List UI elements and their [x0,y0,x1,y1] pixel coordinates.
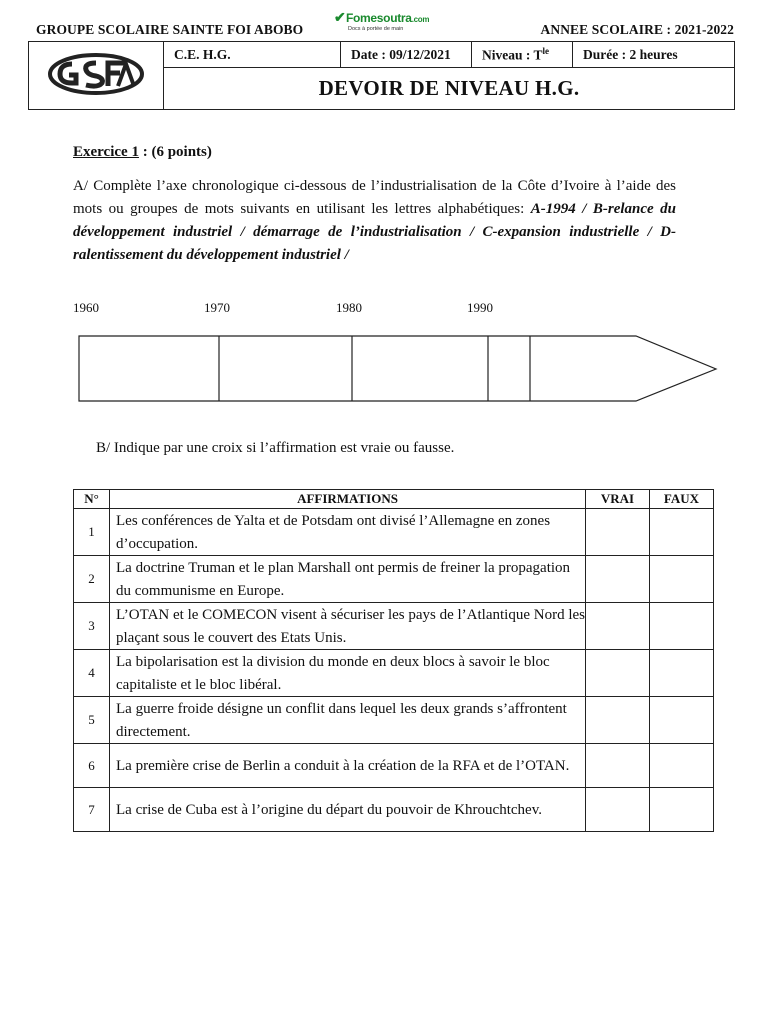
page-title: DEVOIR DE NIVEAU H.G. [164,68,735,110]
table-row [74,556,714,603]
true-checkbox-cell[interactable] [586,509,650,556]
row-number: 3 [74,603,110,650]
table-row [74,509,714,556]
true-checkbox-cell[interactable] [586,650,650,697]
logo-cell [29,42,164,110]
part-a-text: A/ Complète l’axe chronologique ci-dessous de l’industrialisation de la Côte d’Ivoire à l’aide des mots ou groupes de mots suivants en utilisant les lettres alphabétiques: [73,178,676,217]
table-row [74,788,714,832]
timeline-year-1980: 1980 [336,300,362,315]
row-statement: Les conférences de Yalta et de Potsdam ont divisé l’Allemagne en zones d’occupation. [110,509,586,556]
row-number: 1 [74,509,110,556]
watermark-tagline: Docs à portée de main [348,26,404,32]
row-statement: La crise de Cuba est à l’origine du départ du pouvoir de Khrouchtchev. [110,788,586,832]
row-statement: La première crise de Berlin a conduit à la création de la RFA et de l’OTAN. [110,744,586,788]
false-checkbox-cell[interactable] [650,744,714,788]
fomesoutra-watermark[interactable] [332,11,444,37]
false-checkbox-cell[interactable] [650,650,714,697]
header-table [28,41,735,110]
false-checkbox-cell[interactable] [650,697,714,744]
header-num: N° [74,490,110,509]
exercise-title-points: : (6 points) [142,144,212,160]
school-logo [46,50,146,98]
true-checkbox-cell[interactable] [586,744,650,788]
timeline-year-1960: 1960 [73,300,99,315]
row-number: 2 [74,556,110,603]
exercise-title [73,144,212,161]
false-checkbox-cell[interactable] [650,509,714,556]
duration-cell: Durée : 2 heures [573,42,735,68]
table-row [74,603,714,650]
row-statement: La guerre froide désigne un conflit dans lequel les deux grands s’affrontent directement. [110,697,586,744]
table-header-row [74,490,714,509]
row-number: 7 [74,788,110,832]
true-checkbox-cell[interactable] [586,603,650,650]
row-statement: La doctrine Truman et le plan Marshall ont permis de freiner la propagation du communisme en Europe. [110,556,586,603]
table-row [74,744,714,788]
part-a-word-list: A-1994 / B-relance du développement industriel / démarrage de l’industrialisation / C-expansion industrielle / D-ralentissement du développement industriel / [73,201,676,263]
part-a-instructions [73,175,676,267]
school-year: ANNEE SCOLAIRE : 2021-2022 [540,22,734,37]
header-true: VRAI [586,490,650,509]
row-statement: La bipolarisation est la division du monde en deux blocs à savoir le bloc capitaliste et le bloc libéral. [110,650,586,697]
row-number: 4 [74,650,110,697]
timeline-arrow-outline [79,336,716,401]
timeline-year-1990: 1990 [467,300,493,315]
false-checkbox-cell[interactable] [650,556,714,603]
row-number: 6 [74,744,110,788]
level-label: Niveau : T [482,47,543,63]
row-statement: L’OTAN et le COMECON visent à sécuriser les pays de l’Atlantique Nord les plaçant sous le couvert des Etats Unis. [110,603,586,650]
false-checkbox-cell[interactable] [650,788,714,832]
table-row [74,697,714,744]
watermark-domain: .com [411,15,430,24]
watermark-name: Fomesoutra [346,11,412,25]
header-statement: AFFIRMATIONS [110,490,586,509]
school-name: GROUPE SCOLAIRE SAINTE FOI ABOBO [36,22,304,37]
level-cell [472,42,573,68]
subject-cell: C.E. H.G. [164,42,341,68]
affirmations-table [73,489,714,832]
true-checkbox-cell[interactable] [586,788,650,832]
row-number: 5 [74,697,110,744]
false-checkbox-cell[interactable] [650,603,714,650]
true-checkbox-cell[interactable] [586,556,650,603]
date-cell: Date : 09/12/2021 [341,42,472,68]
table-row [74,650,714,697]
level-sup: le [542,45,550,56]
exercise-title-underlined: Exercice 1 [73,144,139,160]
true-checkbox-cell[interactable] [586,697,650,744]
header-false: FAUX [650,490,714,509]
part-b-instructions: B/ Indique par une croix si l’affirmation est vraie ou fausse. [96,440,455,456]
checkmark-icon: ✔ [334,11,346,26]
timeline-arrow [78,334,720,404]
timeline-year-1970: 1970 [204,300,230,315]
